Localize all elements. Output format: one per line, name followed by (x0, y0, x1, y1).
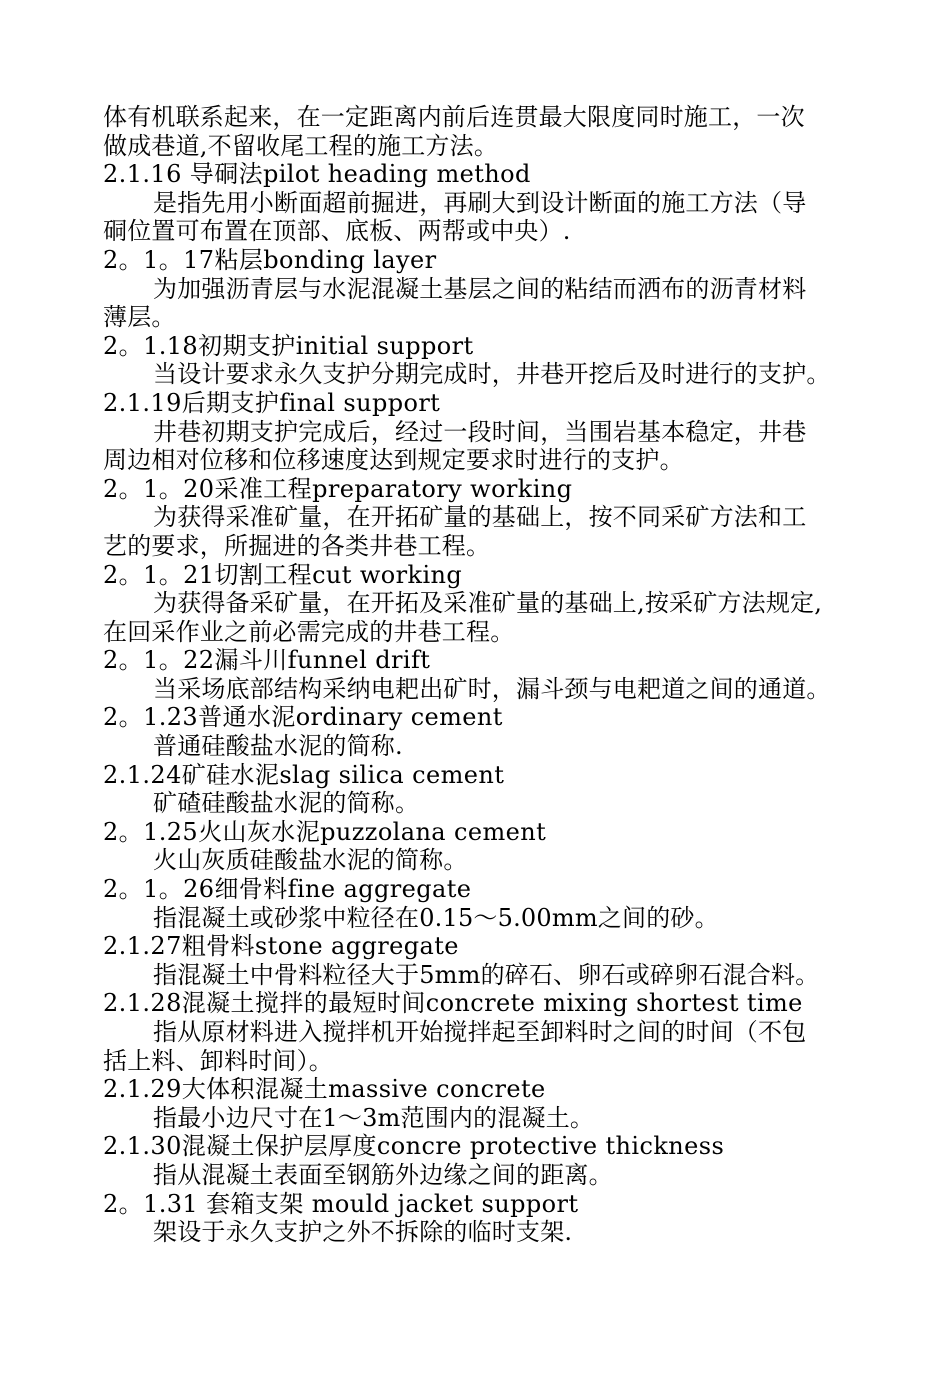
section-heading: 2。1。21切割工程cut working (103, 560, 463, 589)
body-text-line: 火山灰质硅酸盐水泥的简称。 (153, 846, 468, 875)
body-text-line: 为获得采准矿量，在开拓矿量的基础上，按不同采矿方法和工 (153, 503, 807, 532)
body-text-line: 薄层。 (103, 303, 176, 332)
body-text-line: 架设于永久支护之外不拆除的临时支架. (153, 1218, 573, 1247)
section-heading: 2。1.23普通水泥ordinary cement (103, 703, 503, 732)
body-text-line: 当采场底部结构采纳电耙出矿时，漏斗颈与电耙道之间的通道。 (153, 674, 831, 703)
body-text-line: 为加强沥青层与水泥混凝土基层之间的粘结而洒布的沥青材料 (153, 274, 807, 303)
section-heading: 2。1.18初期支护initial support (103, 331, 474, 360)
body-text-line: 艺的要求，所掘进的各类井巷工程。 (103, 531, 491, 560)
body-text-line: 普通硅酸盐水泥的简称. (153, 732, 403, 761)
body-text-line: 矿碴硅酸盐水泥的简称。 (153, 789, 420, 818)
body-text-line: 当设计要求永久支护分期完成时，井巷开挖后及时进行的支护。 (153, 360, 831, 389)
body-text-line: 是指先用小断面超前掘进，再刷大到设计断面的施工方法（导 (153, 188, 807, 217)
body-text-line: 做成巷道,不留收尾工程的施工方法。 (103, 131, 499, 160)
section-heading: 2。1。17粘层bonding layer (103, 245, 437, 274)
section-heading: 2.1.27粗骨料stone aggregate (103, 932, 459, 961)
body-text-line: 为获得备采矿量，在开拓及采准矿量的基础上,按采矿方法规定, (153, 589, 823, 618)
body-text-line: 在回采作业之前必需完成的井巷工程。 (103, 617, 515, 646)
section-heading: 2.1.30混凝土保护层厚度concre protective thickness (103, 1132, 725, 1161)
section-heading: 2.1.24矿硅水泥slag silica cement (103, 760, 505, 789)
body-text-line: 指从原材料进入搅拌机开始搅拌起至卸料时之间的时间（不包 (153, 1018, 807, 1046)
body-text-line: 括上料、卸料时间）。 (103, 1046, 333, 1075)
section-heading: 2.1.16 导硐法pilot heading method (103, 160, 531, 189)
body-text-line: 周边相对位移和位移速度达到规定要求时进行的支护。 (103, 446, 684, 475)
section-heading: 2.1.28混凝土搅拌的最短时间concrete mixing shortest time (103, 989, 803, 1018)
body-text-line: 指最小边尺寸在1～3m范围内的混凝土。 (153, 1103, 595, 1132)
body-text-line: 指混凝土中骨料粒径大于5mm的碎石、卵石或碎卵石混合料。 (153, 960, 820, 989)
section-heading: 2。1.31 套箱支架 mould jacket support (103, 1189, 579, 1218)
document-page (103, 103, 853, 1247)
body-text-line: 指从混凝土表面至钢筋外边缘之间的距离。 (153, 1160, 613, 1189)
body-text-line: 体有机联系起来，在一定距离内前后连贯最大限度同时施工，一次 (103, 103, 805, 131)
body-text-line: 指混凝土或砂浆中粒径在0.15～5.00mm之间的砂。 (153, 903, 719, 932)
section-heading: 2。1。26细骨料fine aggregate (103, 875, 472, 904)
section-heading: 2。1.25火山灰水泥puzzolana cement (103, 817, 547, 846)
section-heading: 2.1.29大体积混凝土massive concrete (103, 1075, 546, 1104)
section-heading: 2。1。22漏斗川funnel drift (103, 646, 431, 675)
section-heading: 2。1。20采准工程preparatory working (103, 474, 573, 503)
body-text-line: 井巷初期支护完成后，经过一段时间，当围岩基本稳定，井巷 (153, 417, 807, 446)
body-text-line: 硐位置可布置在顶部、底板、两帮或中央）. (103, 217, 571, 246)
section-heading: 2.1.19后期支护final support (103, 388, 441, 417)
